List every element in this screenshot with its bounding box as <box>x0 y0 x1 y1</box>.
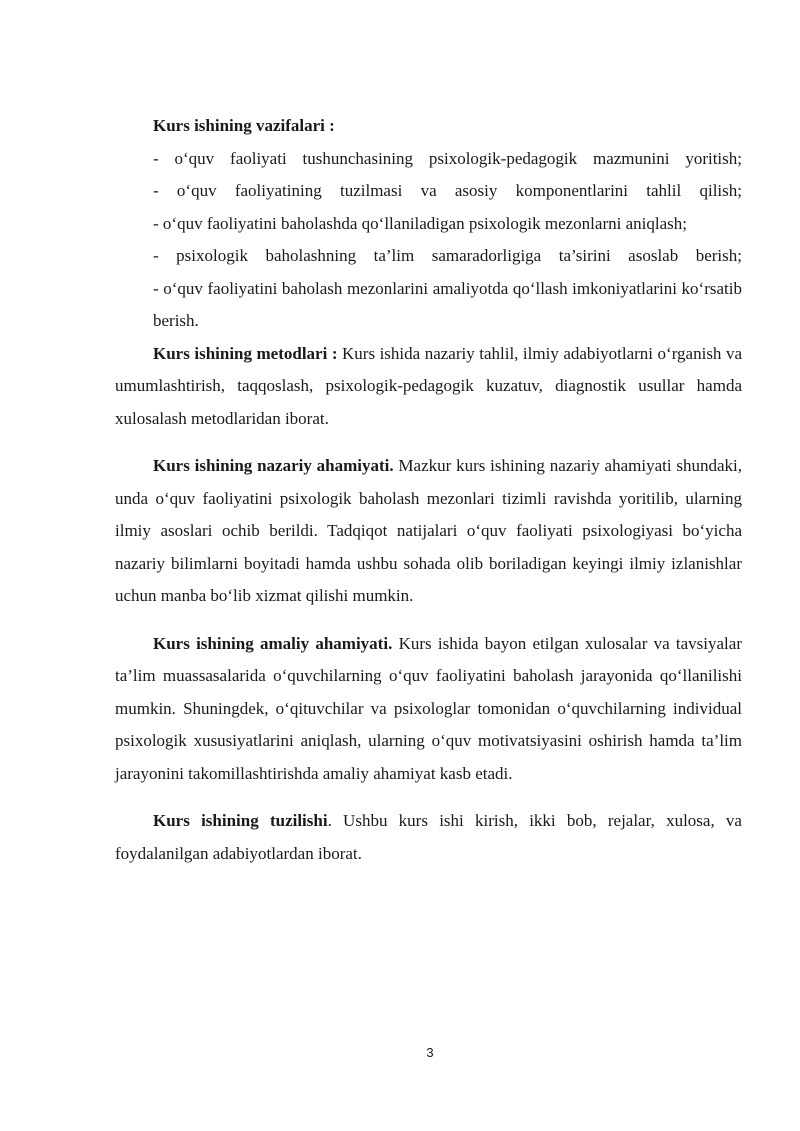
practical-paragraph <box>115 628 742 791</box>
theoretical-text: Mazkur kurs ishining nazariy ahamiyati shundaki, unda o‘quv faoliyatini psixologik baholash mezonlari tizimli ravishda yoritilib, ularning ilmiy asoslari ochib berildi. Tadqiqot natijalari o‘quv faoliyati psixologiyasi bo‘yicha nazariy bilimlarni boyitadi hamda ushbu sohada olib boriladigan keyingi ilmiy izlanishlar uchun manba bo‘lib xizmat qilishi mumkin. <box>115 456 742 605</box>
practical-text: Kurs ishida bayon etilgan xulosalar va tavsiyalar ta’lim muassasalarida o‘quvchilarning o‘quv faoliyatini baholash jarayonida qo‘llanilishi mumkin. Shuningdek, o‘qituvchilar va psixologlar tomonidan o‘quvchilarning individual psixologik xususiyatlarini aniqlash, ularning o‘quv motivatsiyasini oshirish hamda ta’lim jarayonini takomillashtirishda amaliy ahamiyat kasb etadi. <box>115 633 742 783</box>
document-page <box>115 110 742 870</box>
task-item-5: - o‘quv faoliyatini baholash mezonlarini amaliyotda qo‘llash imkoniyatlarini ko‘rsatib berish. <box>153 278 742 330</box>
methods-text: Kurs ishida nazariy tahlil, ilmiy adabiyotlarni o‘rganish va umumlashtirish, taqqoslash, psixologik-pedagogik kuzatuv, diagnostik usullar hamda xulosalash metodlaridan iborat. <box>115 343 742 428</box>
tasks-heading: Kurs ishining vazifalari : <box>153 116 335 135</box>
theoretical-heading: Kurs ishining nazariy ahamiyati. <box>153 456 394 475</box>
theoretical-paragraph <box>115 450 742 613</box>
tasks-list <box>115 143 742 338</box>
structure-heading: Kurs ishining tuzilishi <box>153 811 328 830</box>
methods-heading: Kurs ishining metodlari : <box>153 343 338 363</box>
structure-text: . Ushbu kurs ishi kirish, ikki bob, rejalar, xulosa, va foydalanilgan adabiyotlardan iborat. <box>115 811 742 863</box>
task-item-3: - o‘quv faoliyatini baholashda qo‘llaniladigan psixologik mezonlarni aniqlash; <box>153 213 687 233</box>
methods-paragraph <box>115 338 742 436</box>
page-number: 3 <box>426 1045 434 1060</box>
structure-paragraph <box>115 805 742 870</box>
task-item-1: - o‘quv faoliyati tushunchasining psixologik-pedagogik mazmunini yoritish; <box>153 148 742 168</box>
task-item-2: - o‘quv faoliyatining tuzilmasi va asosiy komponentlarini tahlil qilish; <box>153 181 742 200</box>
task-item-4: - psixologik baholashning ta’lim samaradorligiga ta’sirini asoslab berish; <box>153 246 742 265</box>
practical-heading: Kurs ishining amaliy ahamiyati. <box>153 633 393 653</box>
